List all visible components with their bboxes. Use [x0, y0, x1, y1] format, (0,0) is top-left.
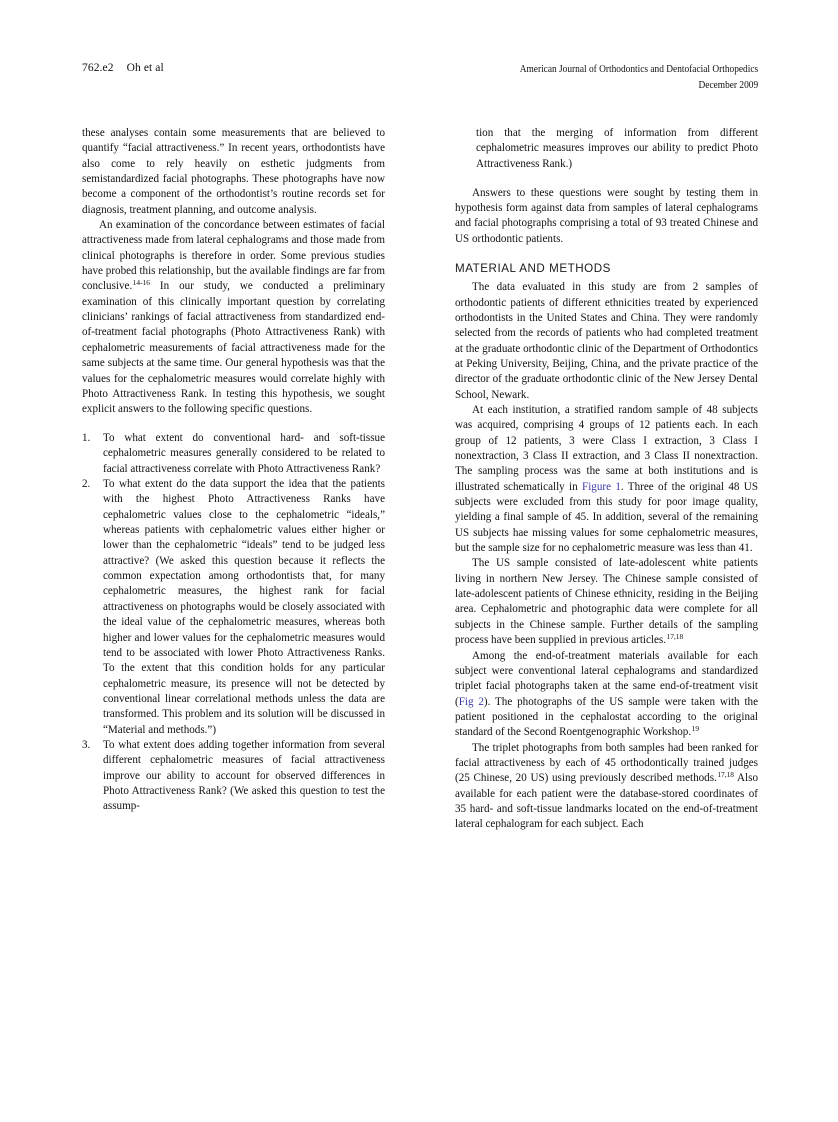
research-questions-list: [82, 431, 385, 815]
question-2-text: To what extent do the data support the idea that the patients with the highest Photo Attractiveness Ranks have cephalometric values close to the cephalometric “ideals,” whereas patients with cephalometric values either higher or lower than the cephalometric “ideals” tend to be judged less attractive? (We asked this question because it reflects the common expectation among orthodontists that, for many cephalometric measures, the highest rank for facial attractiveness on photographs would be closely associated with the ideal value of the cephalometric measures, whereas both higher and lower values for the cephalometric measures would tend to be associated with lower Photo Attractiveness Ranks. To the extent that this condition holds for any particular cephalometric measure, its presence will not be detected by conventional linear correlational methods unless the data are transformed. This problem and its solution will be discussed in “Material and methods.”): [103, 478, 385, 736]
paragraph-sampling-part1: At each institution, a stratified random sample of 48 subjects was acquired, comprising 4 groups of 12 patients each. In each group of 12 patients, 3 were Class I extraction, 3 Class I nonextraction, 3 Class II extraction, and 3 Class II nonextraction. The sampling process was the same at both institutions and is illustrated schematically in: [455, 404, 758, 493]
column-right: [455, 126, 758, 833]
list-item-question-2: [82, 477, 385, 738]
paragraph-materials-part1: Among the end-of-treatment materials available for each subject were conventional lateral cephalograms and standardized triplet facial photographs taken at the same end-of-treatment visit (: [455, 649, 758, 708]
reference-17-18-second: 17,18: [717, 770, 734, 780]
paragraph-us-sample-text: The US sample consisted of late-adolescent white patients living in northern New Jersey. The Chinese sample consisted of late-adolescent patients of Chinese ethnicity, residing in the Beijing area. Cephalometric and photographic data were complete for all subjects in the Chinese sample. Further details of the sampling process have been supplied in previous articles.: [455, 557, 758, 647]
reference-17-18-first: 17,18: [666, 631, 684, 641]
section-heading-material-and-methods: MATERIAL AND METHODS: [455, 261, 611, 275]
paragraph-us-sample: [455, 556, 758, 648]
paragraph-data-evaluated: The data evaluated in this study are from 2 samples of orthodontic patients of different ethnicities treated by experienced orthodontists in the United States and China. They were randomly selected from the records of patients who had completed treatment at the graduate orthodontic clinic of the Department of Orthodontics at Peking University, Beijing, China, and the private practice of the director of the graduate orthodontic clinic of the New Jersey Dental School, Newark.: [455, 281, 758, 401]
figure-1-link[interactable]: Figure 1: [582, 480, 621, 493]
question-1-text: To what extent do conventional hard- and soft-tissue cephalometric measures generally considered to be related to facial attractiveness correlate with Photo Attractiveness Rank?: [103, 432, 385, 475]
issue-date: December 2009: [698, 79, 758, 91]
paragraph-sampling: [455, 403, 758, 556]
page-folio: 762.e2: [82, 62, 114, 74]
paragraph-triplet-part1: The triplet photographs from both samples had been ranked for facial attractiveness by each of 45 orthodontically trained judges (25 Chinese, 20 US) using previously described methods.: [455, 741, 758, 785]
paragraph-examination: [82, 218, 385, 417]
question-3-continuation: tion that the merging of information from different cephalometric measures improves our ability to predict Photo Attractiveness Rank.): [476, 127, 758, 170]
running-head: [82, 62, 758, 96]
running-head-right: [520, 62, 758, 93]
running-head-left: [82, 62, 164, 74]
paragraph-triplet-part2: Also available for each patient were the database-stored coordinates of 35 hard- and soft-tissue landmarks located on the end-of-treatment lateral cephalogram for each subject. Each: [455, 772, 758, 831]
paragraph-analyses: these analyses contain some measurements that are believed to quantify “facial attractiveness.” In recent years, orthodontists have also come to rely heavily on esthetic judgments from semistandardized facial photographs. These photographs have now become a component of the orthodontist’s routine records set for diagnosis, treatment planning, and outcome analysis.: [82, 127, 385, 216]
list-item-question-3: [82, 738, 385, 815]
figure-2-link[interactable]: Fig 2: [458, 695, 484, 708]
column-left: [82, 126, 385, 815]
paragraph-examination-part1: An examination of the concordance between estimates of facial attractiveness made from lateral cephalograms and those made from clinical photographs is therefore in order. Some previous studies have probed this relationship, but the available findings are far from conclusive.: [82, 219, 385, 293]
journal-title: American Journal of Orthodontics and Dentofacial Orthopedics: [519, 64, 758, 75]
reference-14-16: 14-16: [132, 278, 150, 288]
paragraph-answers: Answers to these questions were sought by testing them in hypothesis form against data from samples of lateral cephalograms and facial photographs comprising a total of 93 treated Chinese and US orthodontic patients.: [455, 186, 758, 245]
question-3-text: To what extent does adding together information from several different cephalometric measures of facial attractiveness improve our ability to account for observed differences in Photo Attractiveness Rank? (We asked this question to test the assump-: [103, 738, 385, 813]
paragraph-examination-part2: In our study, we conducted a preliminary examination of this clinically important question by correlating clinicians’ rankings of facial attractiveness from standardized end-of-treatment facial photographs (Photo Attractiveness Rank) with cephalometric measurements of facial attractiveness made for the same subjects at the same time. Our general hypothesis was that the values for the cephalometric measures would correlate highly with Photo Attractiveness Rank. In testing this hypothesis, we sought explicit answers to the following specific questions.: [82, 280, 385, 416]
paragraph-sampling-part2: . Three of the original 48 US subjects were excluded from this study for poor image quality, yielding a final sample of 45. In addition, several of the remaining US subjects hae missing values for some cephalometric measures, but the sample size for no cephalometric measure was less than 41.: [455, 480, 758, 555]
paragraph-materials-part2: ). The photographs of the US sample were taken with the patient positioned in the cephalostat according to the original standard of the Second Roentgenographic Workshop.: [455, 695, 758, 739]
running-head-authors: Oh et al: [126, 62, 164, 74]
list-item-question-1: [82, 431, 385, 477]
paragraph-triplet-photographs: [455, 741, 758, 833]
paragraph-materials: [455, 649, 758, 741]
reference-19: 19: [691, 724, 700, 734]
